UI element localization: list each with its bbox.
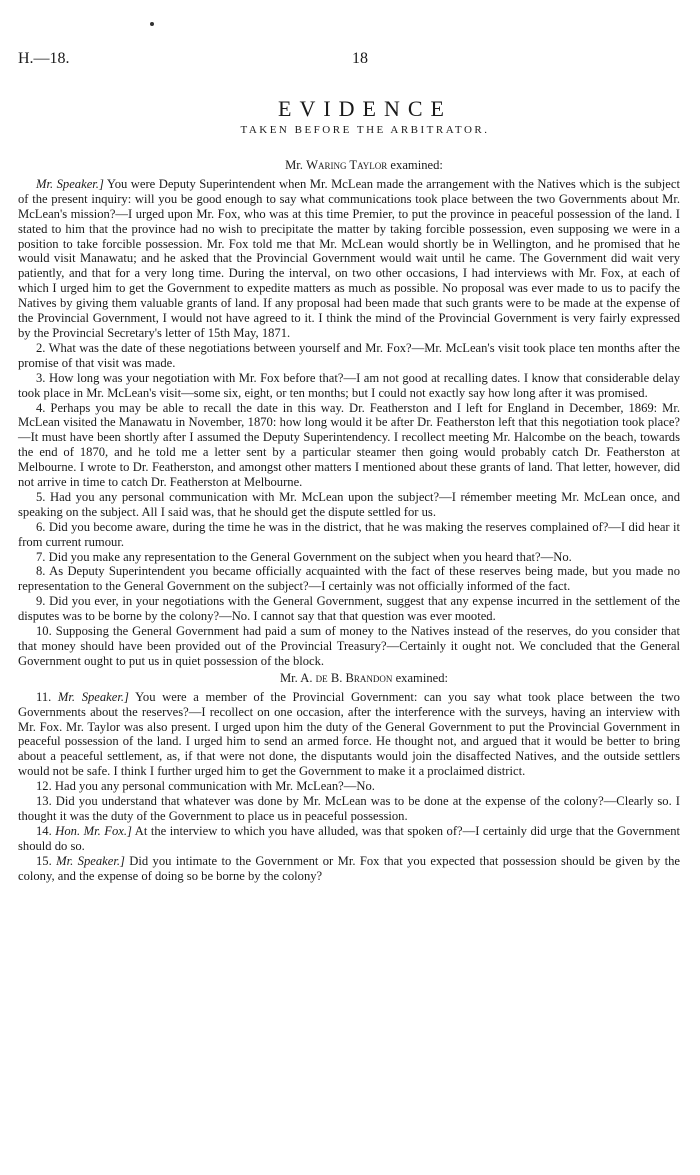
page-reference: H.—18.	[18, 50, 70, 67]
question-number: 11.	[36, 689, 58, 704]
document-title: EVIDENCE	[278, 96, 452, 121]
witness-name: de B. Brandon	[315, 670, 393, 685]
paragraph-text: 10. Supposing the General Government had paid a sum of money to the Natives instead of the reserves, do you consider that that money should have been provided out of the Provincial Treasury?—Certainly it ought not. We concluded that the General Government ought to put us in quiet possession of the block.	[18, 624, 680, 668]
paragraph-text: 13. Did you understand that whatever was done by Mr. McLean was to be done at the expense of the colony?—Clearly so. I thought it was the duty of the Government to place us in peaceful possession.	[18, 794, 680, 823]
paragraph-text: You were a member of the Provincial Government: can you say what took place between the two Governments about the reserves?—I recollect on one occasion, after the interference with the surveys, having an interview with Mr. Fox. Mr. Taylor was also present. I urged upon him the duty of the General Government to put the Provincial Government in peaceful possession of the land. I urged him to send an armed force. He thought not, and argued that it would be better to bring about a peaceful settlement, as, if that were not done, the disputants would join the disaffected Natives, and the outside settlers would not be safe. I think I further urged him to get the Government to make it a proclaimed district.	[18, 689, 680, 779]
document-body	[18, 156, 680, 884]
witness-heading-taylor	[18, 158, 680, 173]
question-paragraph	[18, 824, 680, 854]
heading-suffix: examined:	[387, 158, 443, 172]
paragraph-text: 4. Perhaps you may be able to recall the date in this way. Dr. Featherston and I left for England in December, 1869: Mr. McLean visited the Manawatu in November, 1870: how long would it be after Dr. Featherston left that this negotiation took place?—It must have been shortly after I assumed the Deputy Superintendency. I recollect meeting Mr. Halcombe on the beach, towards the end of 1870, and he told me a letter sent by a particular steamer then going would probably catch Dr. Featherston at Melbourne. I wrote to Dr. Featherston, and amongst other matters I mentioned about these grants of land. That letter, however, did not arrive in time to catch Dr. Featherston at Melbourne.	[18, 400, 680, 490]
question-paragraph	[18, 594, 680, 624]
question-paragraph	[18, 779, 680, 794]
question-paragraph	[18, 624, 680, 669]
question-paragraph	[18, 690, 680, 779]
heading-prefix: Mr.	[285, 158, 307, 172]
paragraph-text: 3. How long was your negotiation with Mr. Fox before that?—I am not good at recalling dates. I know that considerable delay took place in Mr. McLean's visit—some six, eight, or ten months; but I could not exactly say how long after it was promised.	[18, 370, 680, 400]
question-paragraph	[18, 490, 680, 520]
question-paragraph	[18, 371, 680, 401]
question-paragraph	[18, 341, 680, 371]
paragraph-text: 5. Had you any personal communication with Mr. McLean upon the subject?—I rémember meeting Mr. McLean once, and speaking on the subject. All I said was, that he should get the dispute settled for us.	[18, 489, 680, 519]
speaker-label: Mr. Speaker.]	[36, 176, 104, 191]
paragraph-text: 2. What was the date of these negotiations between yourself and Mr. Fox?—Mr. McLean's visit took place ten months after the promise of that visit was made.	[18, 340, 680, 370]
question-paragraph	[18, 794, 680, 824]
document-subtitle: TAKEN BEFORE THE ARBITRATOR.	[240, 124, 490, 136]
paragraph-text: At the interview to which you have alluded, was that spoken of?—I certainly did urge that the Government should do so.	[18, 823, 680, 853]
question-paragraph	[18, 564, 680, 594]
ink-speck	[150, 22, 154, 26]
paragraph-text: You were Deputy Superintendent when Mr. McLean made the arrangement with the Natives which is the subject of the present inquiry: will you be good enough to say what communications took place between the two Governments about Mr. McLean's mission?—I urged upon Mr. Fox, who was at this time Premier, to put the province in peaceful possession of the land. I stated to him that the province had no wish to precipitate the matter by taking forcible possession, even supposing we were in a position to take forcible possession. Mr. Fox told me that Mr. McLean would shortly be in Wellington, and he promised that he would visit Manawatu; and he asked that the Provincial Government would wait until he came. The Government did wait very patiently, and that for a very long time. During the interval, on two other occasions, I had interviews with Mr. Fox, at each of which I urged him to get the Government to expedite matters as much as possible. No proposal was ever made to us to pacify the Natives by giving them valuable grants of land. If any proposal had been made that such grants were to be made at the expense of the Provincial Government, I would not have agreed to it. I think the mind of the Provincial Government is very fairly expressed by the Provincial Secretary's letter of 15th May, 1871.	[18, 176, 680, 340]
witness-name: Waring Taylor	[306, 158, 388, 172]
question-paragraph	[18, 550, 680, 565]
paragraph-text: 6. Did you become aware, during the time he was in the district, that he was making the reserves complained of?—I did hear it from current rumour.	[18, 519, 680, 549]
paragraph-text: 7. Did you make any representation to the General Government on the subject when you heard that?—No.	[36, 549, 572, 564]
question-paragraph	[18, 177, 680, 341]
question-paragraph	[18, 401, 680, 490]
paragraph-text: 12. Had you any personal communication with Mr. McLean?—No.	[36, 779, 375, 794]
heading-prefix: Mr. A.	[279, 670, 316, 685]
speaker-label: Mr. Speaker.]	[57, 689, 129, 704]
speaker-label: Mr. Speaker.]	[56, 853, 125, 868]
question-paragraph	[18, 854, 680, 884]
paragraph-text: 8. As Deputy Superintendent you became officially acquainted with the fact of these reserves being made, but you made no representation to the General Government on the subject?—I certainly was not officially informed of the fact.	[18, 564, 680, 594]
speaker-label: Hon. Mr. Fox.]	[55, 823, 132, 838]
question-paragraph	[18, 520, 680, 550]
question-number: 14.	[36, 823, 56, 838]
paragraph-text: 9. Did you ever, in your negotiations with the General Government, suggest that any expense incurred in the settlement of the disputes was to be borne by the colony?—No. I cannot say that that question was ever mooted.	[18, 594, 680, 624]
witness-heading-brandon	[18, 671, 680, 686]
page-number: 18	[352, 50, 368, 67]
question-number: 15.	[36, 853, 57, 868]
heading-suffix: examined:	[392, 670, 449, 685]
paragraph-text: Did you intimate to the Government or Mr. Fox that you expected that possession should be given by the colony, and the expense of doing so be borne by the colony?	[18, 853, 681, 883]
